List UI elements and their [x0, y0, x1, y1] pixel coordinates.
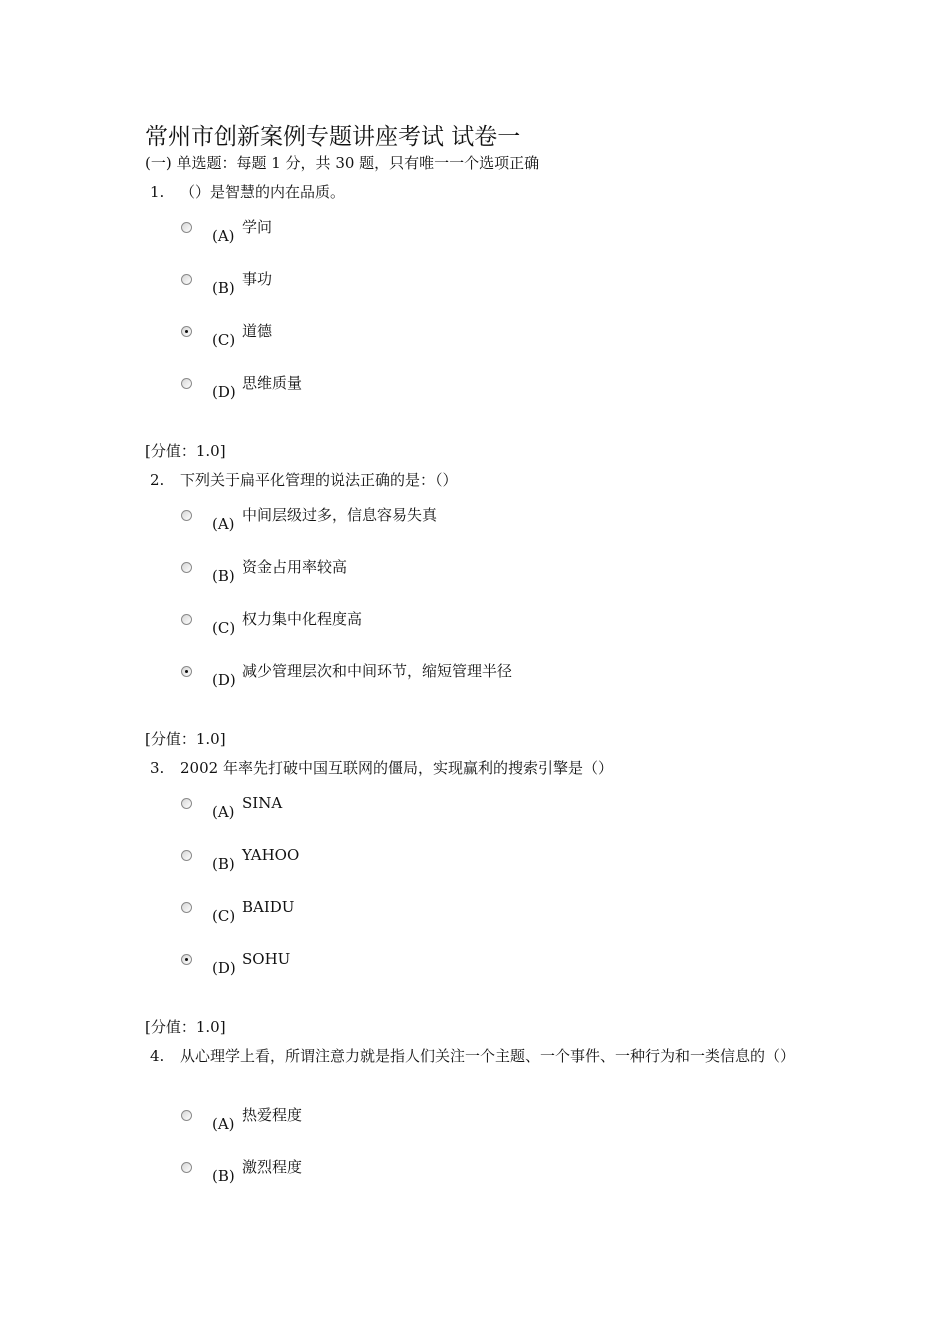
radio-button[interactable]: [181, 222, 192, 233]
question-number: 4.: [150, 1047, 165, 1065]
radio-button[interactable]: [181, 1162, 192, 1173]
option-letter: (A): [212, 227, 235, 245]
option-letter: (A): [212, 515, 235, 533]
option-text: SOHU: [242, 950, 291, 968]
exam-title: 常州市创新案例专题讲座考试 试卷一: [145, 124, 521, 150]
option-text: 学问: [242, 218, 273, 236]
option-letter: (A): [212, 1115, 235, 1133]
radio-button[interactable]: [181, 562, 192, 573]
option-text: 热爱程度: [242, 1106, 303, 1124]
option-text: 事功: [242, 270, 273, 288]
option-letter: (B): [212, 567, 235, 585]
option-letter: (B): [212, 279, 235, 297]
option-text: SINA: [242, 794, 283, 812]
option-text: 资金占用率较高: [242, 558, 348, 576]
option-text: 减少管理层次和中间环节，缩短管理半径: [242, 662, 513, 680]
option-letter: (D): [212, 671, 236, 689]
option-letter: (D): [212, 959, 236, 977]
question-text: （）是智慧的内在品质。: [180, 183, 346, 201]
question-text: 2002 年率先打破中国互联网的僵局，实现赢利的搜索引擎是（）: [180, 759, 613, 777]
radio-button[interactable]: [181, 378, 192, 389]
radio-button-selected[interactable]: [181, 954, 192, 965]
question-number: 1.: [150, 183, 165, 201]
question-text: 从心理学上看，所谓注意力就是指人们关注一个主题、一个事件、一种行为和一类信息的（）: [180, 1047, 796, 1065]
option-text: YAHOO: [242, 846, 300, 864]
question-3-score: [分值：1.0]: [145, 1018, 226, 1036]
option-text: 道德: [242, 322, 273, 340]
question-number: 3.: [150, 759, 165, 777]
radio-button-selected[interactable]: [181, 326, 192, 337]
radio-button[interactable]: [181, 510, 192, 521]
radio-button[interactable]: [181, 274, 192, 285]
option-text: BAIDU: [242, 898, 295, 916]
radio-button[interactable]: [181, 1110, 192, 1121]
question-2-score: [分值：1.0]: [145, 730, 226, 748]
question-4: [150, 1043, 810, 1069]
question-3: [150, 755, 810, 781]
radio-button[interactable]: [181, 614, 192, 625]
option-letter: (C): [212, 907, 236, 925]
radio-button[interactable]: [181, 850, 192, 861]
question-number: 2.: [150, 471, 165, 489]
option-letter: (B): [212, 855, 235, 873]
question-2: [150, 467, 810, 493]
option-letter: (A): [212, 803, 235, 821]
option-letter: (C): [212, 331, 236, 349]
radio-button[interactable]: [181, 798, 192, 809]
section-heading: (一) 单选题：每题 1 分，共 30 题，只有唯一一个选项正确: [145, 154, 540, 172]
option-letter: (B): [212, 1167, 235, 1185]
option-letter: (C): [212, 619, 236, 637]
radio-button[interactable]: [181, 902, 192, 913]
radio-button-selected[interactable]: [181, 666, 192, 677]
question-1: [150, 179, 810, 205]
option-text: 权力集中化程度高: [242, 610, 363, 628]
question-1-score: [分值：1.0]: [145, 442, 226, 460]
option-text: 中间层级过多，信息容易失真: [242, 506, 438, 524]
option-letter: (D): [212, 383, 236, 401]
option-text: 激烈程度: [242, 1158, 303, 1176]
question-text: 下列关于扁平化管理的说法正确的是：（）: [180, 471, 458, 489]
option-text: 思维质量: [242, 374, 303, 392]
